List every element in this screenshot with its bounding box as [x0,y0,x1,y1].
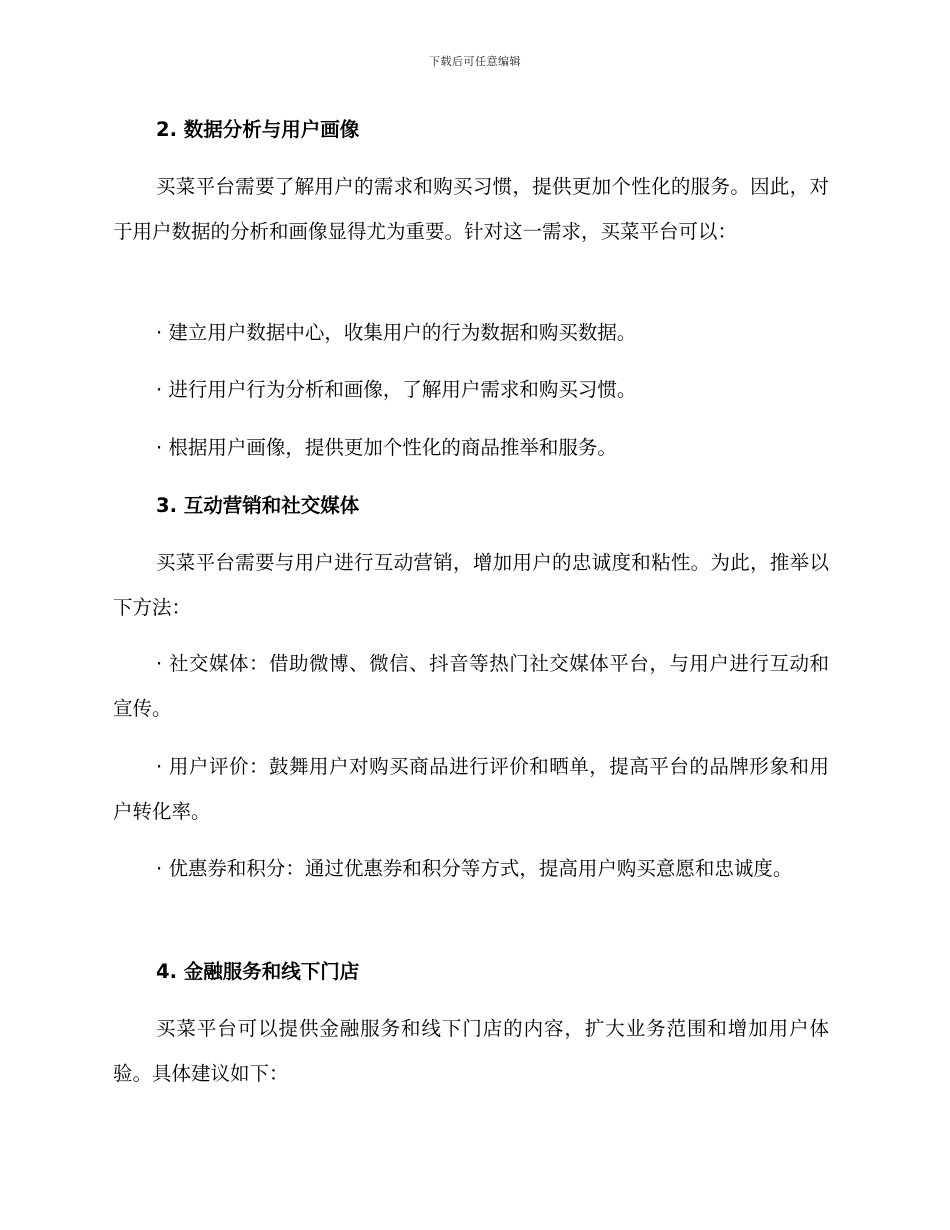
section-heading-finance-offline: 4. 金融服务和线下门店 [156,960,360,983]
paragraph-data-analysis-intro: 买菜平台需要了解用户的需求和购买习惯，提供更加个性化的服务。因此，对于用户数据的分析和画像显得尤为重要。针对这一需求，买菜平台可以： [113,175,829,243]
paragraph-finance-offline-intro: 买菜平台可以提供金融服务和线下门店的内容，扩大业务范围和增加用户体验。具体建议如下： [113,1017,829,1085]
header-note: 下载后可任意编辑 [429,55,521,68]
paragraph-interactive-marketing-intro: 买菜平台需要与用户进行互动营销，增加用户的忠诚度和粘性。为此，推举以下方法： [113,551,829,619]
bullet-user-reviews: · 用户评价：鼓舞用户对购买商品进行评价和晒单，提高平台的品牌形象和用户转化率。 [113,755,829,823]
bullet-user-behavior-analysis: · 进行用户行为分析和画像，了解用户需求和购买习惯。 [156,378,637,401]
section-heading-interactive-marketing: 3. 互动营销和社交媒体 [156,494,360,517]
bullet-social-media: · 社交媒体：借助微博、微信、抖音等热门社交媒体平台，与用户进行互动和宣传。 [113,652,829,720]
bullet-coupons-points: · 优惠券和积分：通过优惠券和积分等方式，提高用户购买意愿和忠诚度。 [156,857,793,880]
bullet-user-data-center: · 建立用户数据中心，收集用户的行为数据和购买数据。 [156,321,637,344]
bullet-personalized-recommendation: · 根据用户画像，提供更加个性化的商品推举和服务。 [156,436,617,459]
section-heading-data-analysis: 2. 数据分析与用户画像 [156,118,360,141]
